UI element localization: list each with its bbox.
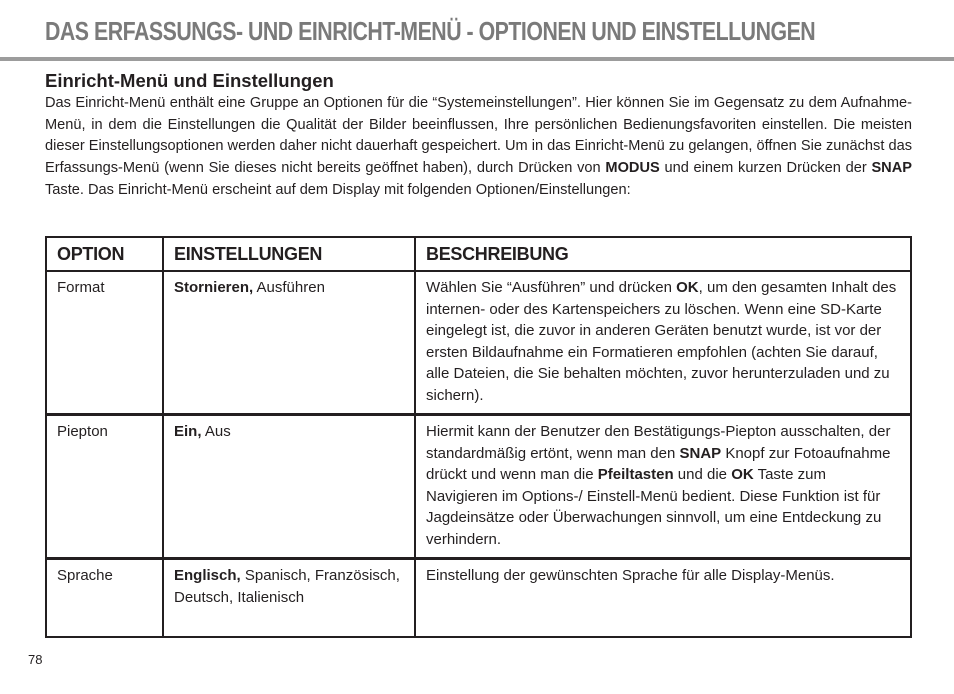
table-row	[46, 271, 911, 415]
settings-default: Stornieren,	[174, 279, 254, 296]
settings-default: Englisch,	[174, 567, 241, 584]
options-table	[45, 236, 912, 638]
description-text: und die	[673, 466, 732, 483]
page-number: 78	[28, 652, 43, 667]
description-cell	[415, 559, 911, 638]
description-bold: OK	[731, 466, 754, 483]
intro-bold-snap: SNAP	[871, 160, 912, 177]
intro-paragraph	[45, 93, 912, 202]
header-description: BESCHREIBUNG	[415, 237, 911, 271]
option-cell: Format	[46, 271, 163, 415]
description-bold: Pfeiltasten	[597, 466, 674, 483]
option-cell: Piepton	[46, 415, 163, 559]
settings-other: Ausführen	[253, 279, 325, 296]
page-title: DAS ERFASSUNGS- UND EINRICHT-MENÜ - OPTIONEN UND EINSTELLUNGEN	[45, 16, 816, 46]
settings-cell	[163, 559, 415, 638]
description-text: Wählen Sie “Ausführen” und drücken	[426, 279, 677, 296]
intro-text-1: Das Einricht-Menü enthält eine Gruppe an Optionen für die “Systemeinstellungen”. Hier können Sie im Gegensatz zu dem Aufnahme-Menü, in dem die Einstellungen die Qualität der Bilder beeinflussen, Ihre persönlichen Bedienungsfavoriten einstellen. Die meisten dieser Einstellungsoptionen werden daher nicht dauerhaft gespeichert. Um in das Einricht-Menü zu gelangen, öffnen Sie zunächst das Erfassungs-Menü (wenn Sie dieses nicht bereits geöffnet haben), durch Drücken von	[45, 95, 912, 177]
settings-other: Spanisch, Französisch, Deutsch, Italienisch	[174, 567, 400, 606]
header-option: OPTION	[46, 237, 163, 271]
description-text: Einstellung der gewünschten Sprache für alle Display-Menüs.	[426, 567, 835, 584]
settings-cell	[163, 415, 415, 559]
header-settings: EINSTELLUNGEN	[163, 237, 415, 271]
description-text: Hiermit kann der Benutzer den Bestätigungs-Piepton ausschalten, der standardmäßig ertönt, wenn man den	[426, 423, 891, 462]
settings-other: Aus	[201, 423, 231, 440]
description-cell	[415, 415, 911, 559]
description-text: Taste zum Navigieren im Options-/ Einstell-Menü bedient. Diese Funktion ist für Jagdeinsätze oder Überwachungen sinnvoll, um eine Entdeckung zu verhindern.	[426, 466, 882, 548]
table-row	[46, 415, 911, 559]
title-rule	[0, 57, 954, 61]
option-cell: Sprache	[46, 559, 163, 638]
description-text: Knopf zur Fotoaufnahme drückt und wenn man die	[426, 444, 891, 483]
settings-default: Ein,	[174, 423, 202, 440]
description-cell	[415, 271, 911, 415]
settings-cell	[163, 271, 415, 415]
intro-text-3: Taste. Das Einricht-Menü erscheint auf dem Display mit folgenden Optionen/Einstellungen:	[45, 181, 631, 198]
section-heading: Einricht-Menü und Einstellungen	[45, 70, 334, 91]
table-header-row	[46, 237, 911, 271]
description-bold: SNAP	[679, 444, 722, 462]
table-row	[46, 559, 911, 638]
intro-text-2: und einem kurzen Drücken der	[659, 160, 872, 177]
description-text: , um den gesamten Inhalt des internen- oder des Kartenspeichers zu löschen. Wenn eine SD-Karte eingelegt ist, die zuvor in anderen Geräten benutzt wurde, ist vor der ersten Bildaufnahme ein Formatieren empfohlen (achten Sie darauf, alle Dateien, die Sie behalten möchten, zuvor herunterzuladen und zu sichern).	[426, 279, 897, 404]
description-bold: OK	[676, 279, 699, 296]
intro-bold-modus: MODUS	[605, 160, 660, 177]
